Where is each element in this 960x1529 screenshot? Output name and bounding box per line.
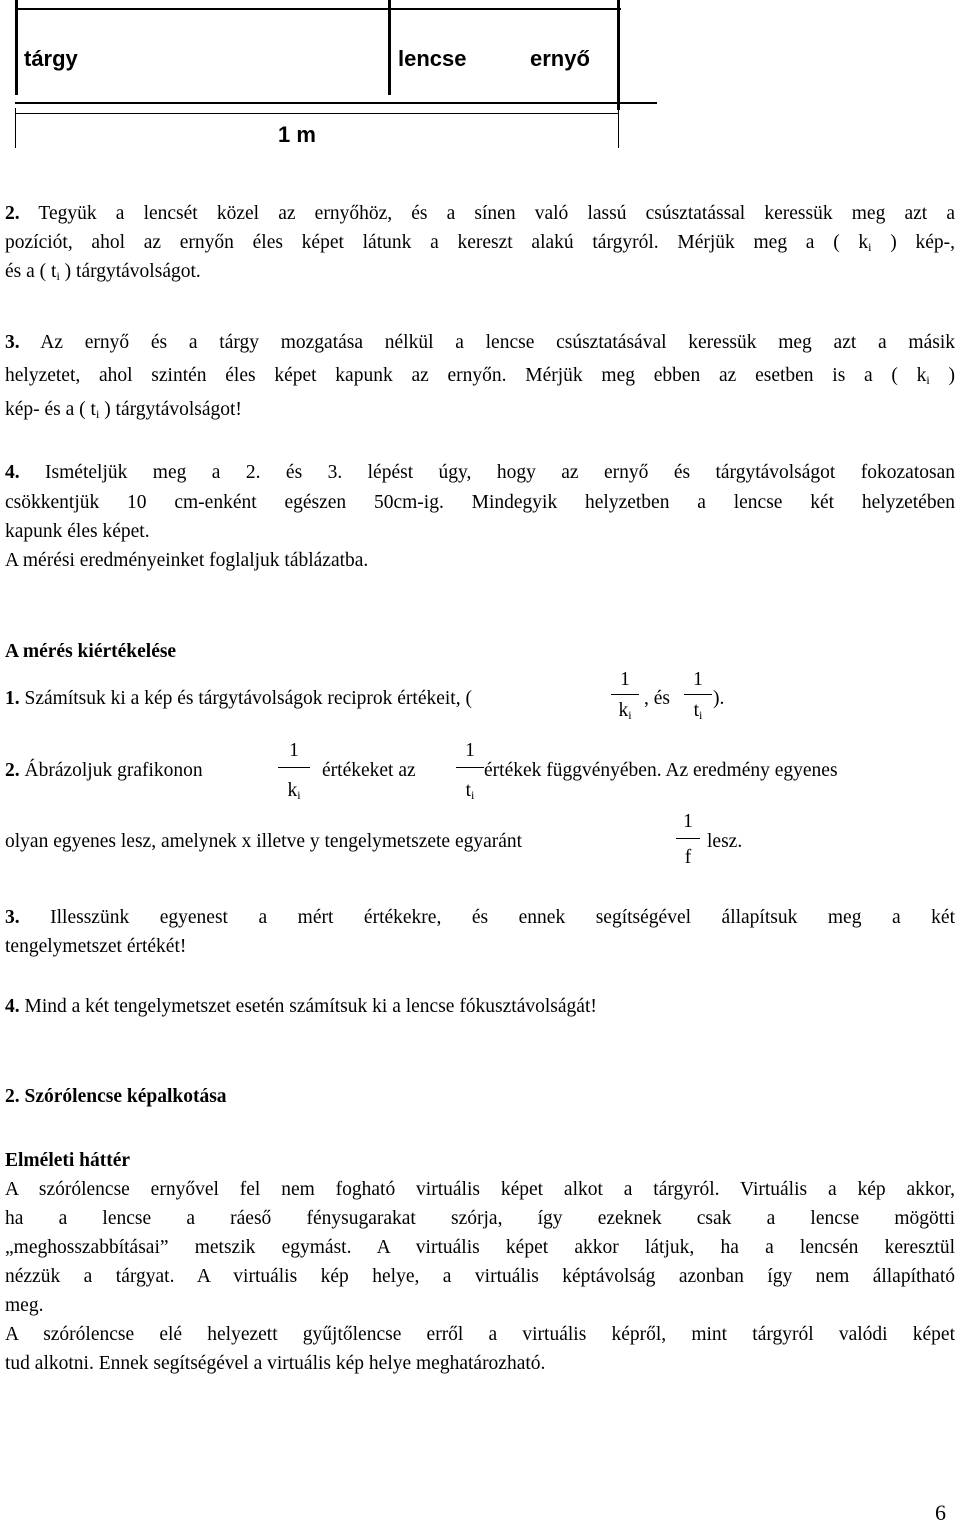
step-4-line-1: Ismételjük meg a 2. és 3. lépést úgy, hogy az ernyő és tárgytávolságot fokozatosan bbox=[19, 462, 955, 483]
eval-2-text-a: Ábrázoljuk grafikonon bbox=[19, 760, 203, 781]
eval-4-text: Mind a két tengelymetszet esetén számítsuk ki a lencse fókusztávolságát! bbox=[19, 996, 597, 1017]
evaluation-heading-text: A mérés kiértékelése bbox=[5, 641, 177, 662]
step-3-line-3a: kép- és a ( t bbox=[5, 399, 96, 420]
step-3-line-3-row bbox=[5, 395, 955, 429]
step-3-line-3b: ) tárgytávolságot! bbox=[99, 399, 242, 420]
subscript-i: i bbox=[297, 788, 301, 802]
eval-4 bbox=[5, 992, 955, 1021]
screen-line bbox=[617, 0, 620, 110]
eval-3-number: 3. bbox=[5, 907, 20, 928]
dimension-tick-left bbox=[15, 108, 16, 148]
step-4-line-4: A mérési eredményeinket foglaljuk táblázatba. bbox=[5, 550, 369, 571]
theory-p1-line-4: nézzük a tárgyat. A virtuális kép helye, a virtuális képtávolság azonban így nem állapítható bbox=[5, 1266, 955, 1287]
fraction-1-over-f bbox=[676, 811, 700, 869]
step-2-line-1: Tegyük a lencsét közel az ernyőhöz, és a sínen való lassú csúsztatással keressük meg azt a bbox=[19, 203, 955, 224]
fraction-denominator: f bbox=[684, 847, 692, 868]
theory-p1-line-3: „meghosszabbításai” metszik egymást. A virtuális képet akkor látjuk, ha a lencsén keresztül bbox=[5, 1237, 955, 1258]
eval-3 bbox=[5, 903, 955, 932]
denominator-symbol: k bbox=[618, 700, 629, 721]
diagram-base-line bbox=[15, 102, 657, 104]
step-4 bbox=[5, 458, 955, 487]
fraction-numerator: 1 bbox=[620, 669, 630, 690]
step-3-line-2-row bbox=[5, 361, 955, 395]
fraction-numerator: 1 bbox=[693, 669, 703, 690]
theory-p2-line-1: A szórólencse elé helyezett gyűjtőlencse erről a virtuális képről, mint tárgyról valódi képet bbox=[5, 1324, 955, 1345]
fraction-1-over-k bbox=[278, 740, 310, 806]
step-2-line-2b: ) kép-, bbox=[871, 232, 955, 253]
denominator-symbol: k bbox=[287, 780, 298, 801]
object-line bbox=[15, 0, 18, 95]
step-3-line-2a: helyzetet, ahol szintén éles képet kapunk az ernyőn. Mérjük meg ebben az esetben is a ( k bbox=[5, 365, 927, 386]
lens-line bbox=[388, 0, 391, 95]
fraction-denominator bbox=[456, 780, 484, 806]
subscript-i: i bbox=[628, 708, 632, 722]
step-2-line-2a: pozíciót, ahol az ernyőn éles képet látunk a kereszt alakú tárgyról. Mérjük meg a ( k bbox=[5, 232, 869, 253]
step-2-line-3b: ) tárgytávolságot. bbox=[59, 261, 201, 282]
section-2-heading-text: 2. Szórólencse képalkotása bbox=[5, 1086, 227, 1107]
fraction-bar bbox=[278, 767, 310, 768]
eval-1-number: 1. bbox=[5, 688, 20, 709]
page-number: 6 bbox=[935, 1500, 946, 1525]
dimension-tick-right bbox=[618, 108, 619, 148]
lens-label: lencse bbox=[398, 46, 467, 71]
step-4-line-2: csökkentjük 10 cm-enként egészen 50cm-ig. Mindegyik helyzetben a lencse két helyzetében bbox=[5, 492, 955, 513]
denominator-symbol: t bbox=[465, 780, 472, 801]
fraction-denominator bbox=[278, 780, 310, 806]
section-2-heading bbox=[5, 1082, 955, 1111]
eval-2-text-e: lesz. bbox=[707, 831, 743, 852]
eval-3-line-2: tengelymetszet értékét! bbox=[5, 936, 187, 957]
theory-p1-line-2: ha a lencse a ráeső fénysugarakat szórja, így ezeknek csak a lencse mögötti bbox=[5, 1208, 955, 1229]
subscript-i: i bbox=[868, 240, 872, 254]
fraction-numerator: 1 bbox=[683, 811, 693, 832]
eval-1 bbox=[5, 684, 955, 713]
eval-2-text-b: értékeket az bbox=[322, 760, 416, 781]
fraction-denominator bbox=[684, 700, 712, 726]
subscript-i: i bbox=[56, 269, 60, 283]
fraction-bar bbox=[611, 694, 639, 695]
step-2-line-3-row bbox=[5, 257, 955, 291]
step-3-line-2b: ) bbox=[929, 365, 956, 386]
object-label: tárgy bbox=[24, 46, 78, 71]
denominator-symbol: t bbox=[693, 700, 700, 721]
step-2-number: 2. bbox=[5, 203, 20, 224]
theory-p1-line-5: meg. bbox=[5, 1295, 44, 1316]
fraction-bar bbox=[456, 767, 484, 768]
step-4-number: 4. bbox=[5, 462, 20, 483]
step-2-line-3a: és a ( t bbox=[5, 261, 57, 282]
fraction-bar bbox=[684, 694, 712, 695]
fraction-1-over-t bbox=[456, 740, 484, 806]
eval-1-text-b: , és bbox=[644, 688, 670, 709]
fraction-numerator: 1 bbox=[465, 740, 475, 761]
eval-2-text-c: értékek függvényében. Az eredmény egyenes bbox=[484, 760, 838, 781]
step-2 bbox=[5, 199, 955, 228]
fraction-numerator: 1 bbox=[289, 740, 299, 761]
theory-p2-line-2: tud alkotni. Ennek segítségével a virtuális kép helye meghatározható. bbox=[5, 1353, 546, 1374]
step-3 bbox=[5, 328, 955, 357]
eval-4-number: 4. bbox=[5, 996, 20, 1017]
eval-1-text-c: ). bbox=[713, 688, 725, 709]
eval-1-text-a: Számítsuk ki a kép és tárgytávolságok reciprok értékeit, ( bbox=[19, 688, 472, 709]
subscript-i: i bbox=[471, 788, 475, 802]
step-3-number: 3. bbox=[5, 332, 20, 353]
eval-2-text-d: olyan egyenes lesz, amelynek x illetve y tengelymetszete egyaránt bbox=[5, 831, 523, 852]
subscript-i: i bbox=[699, 708, 703, 722]
eval-3-line-1: Illesszünk egyenest a mért értékekre, és ennek segítségével állapítsuk meg a két bbox=[19, 907, 955, 928]
optical-bench-diagram bbox=[0, 0, 960, 160]
fraction-1-over-t bbox=[684, 669, 712, 726]
theory-heading bbox=[5, 1146, 955, 1175]
step-4-line-3: kapunk éles képet. bbox=[5, 521, 150, 542]
theory-p1-line-1: A szórólencse ernyővel fel nem fogható virtuális képet alkot a tárgyról. Virtuális a kép akkor, bbox=[5, 1179, 955, 1200]
eval-2-line-2 bbox=[5, 827, 955, 856]
evaluation-heading bbox=[5, 637, 955, 666]
theory-heading-text: Elméleti háttér bbox=[5, 1150, 131, 1171]
subscript-i: i bbox=[95, 407, 100, 421]
fraction-bar bbox=[676, 838, 700, 839]
fraction-denominator bbox=[611, 700, 639, 726]
eval-2-number: 2. bbox=[5, 760, 20, 781]
subscript-i: i bbox=[926, 373, 930, 387]
distance-label: 1 m bbox=[278, 122, 316, 147]
step-3-line-1: Az ernyő és a tárgy mozgatása nélkül a lencse csúsztatásával keressük meg azt a másik bbox=[19, 332, 955, 353]
dimension-line bbox=[15, 113, 619, 114]
diagram-top-line bbox=[15, 8, 621, 10]
screen-label: ernyő bbox=[530, 46, 590, 71]
fraction-1-over-k bbox=[611, 669, 639, 726]
